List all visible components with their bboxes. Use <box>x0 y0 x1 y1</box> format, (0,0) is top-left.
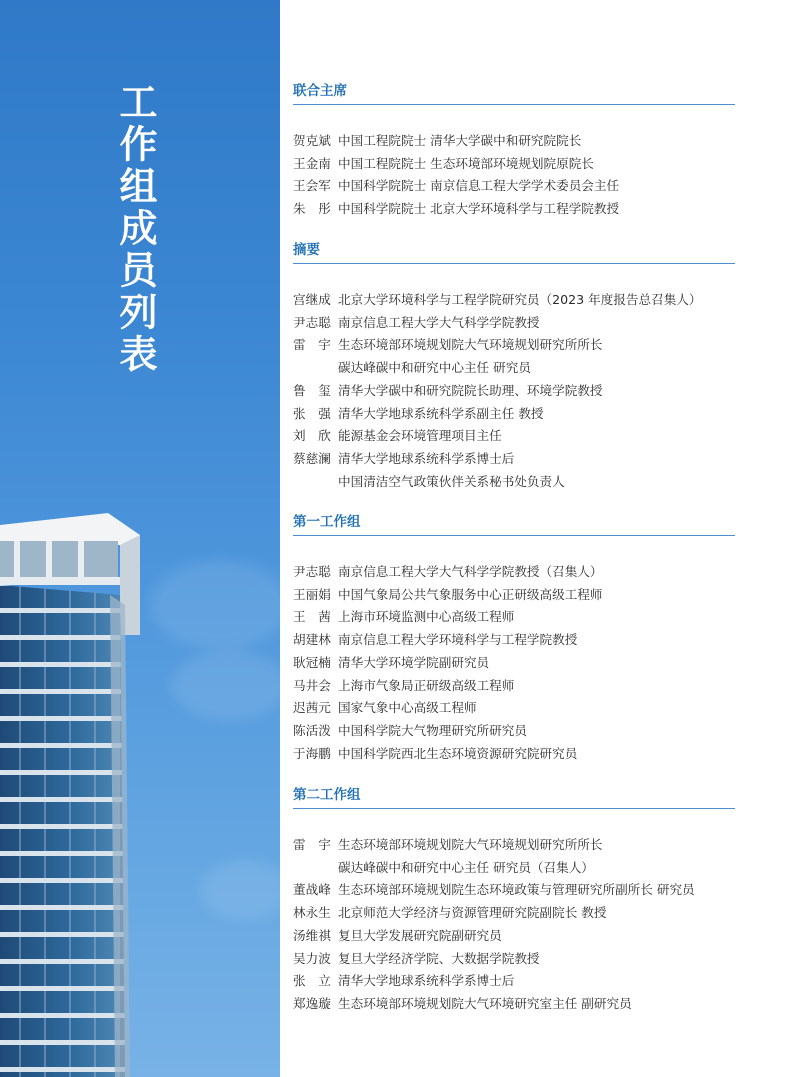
member-affiliation: 中国工程院院士 清华大学碳中和研究院院长 <box>338 133 582 148</box>
section-heading: 第二工作组 <box>293 786 735 809</box>
member-row <box>293 130 735 153</box>
member-row <box>293 175 735 198</box>
member-row <box>293 970 735 993</box>
member-name: 雷 宇 <box>293 837 331 852</box>
section-co-chairs <box>293 82 735 221</box>
member-affiliation: 北京大学环境科学与工程学院研究员（2023 年度报告总召集人） <box>338 292 702 307</box>
member-row <box>293 675 735 698</box>
page-title: 工作组成员列表 <box>113 82 157 376</box>
member-row <box>293 902 735 925</box>
member-affiliation: 能源基金会环境管理项目主任 <box>338 428 502 444</box>
member-row <box>293 403 735 426</box>
member-affiliation: 清华大学地球系统科学系副主任 教授 <box>338 405 544 421</box>
member-name: 马井会 <box>293 677 331 693</box>
member-row-continued <box>293 471 735 494</box>
member-affiliation: 中国科学院大气物理研究所研究员 <box>338 722 527 738</box>
section-working-group-2 <box>293 786 735 1016</box>
cover-image-panel <box>0 0 280 1077</box>
member-row <box>293 697 735 720</box>
member-row <box>293 334 735 357</box>
member-name: 于海鹏 <box>293 745 331 761</box>
building-image <box>0 505 160 1077</box>
member-affiliation: 复旦大学发展研究院副研究员 <box>338 927 502 943</box>
member-row <box>293 720 735 743</box>
member-affiliation: 上海市气象局正研级高级工程师 <box>338 677 515 693</box>
member-row <box>293 312 735 335</box>
member-affiliation: 北京师范大学经济与资源管理研究院副院长 教授 <box>338 905 607 921</box>
member-row <box>293 289 735 312</box>
section-working-group-1 <box>293 513 735 765</box>
member-name: 雷 宇 <box>293 337 331 353</box>
member-name: 张 立 <box>293 973 331 989</box>
member-row-continued <box>293 357 735 380</box>
member-row <box>293 629 735 652</box>
member-name: 耿冠楠 <box>293 654 331 670</box>
member-affiliation: 清华大学地球系统科学系博士后 <box>338 973 515 989</box>
member-row <box>293 652 735 675</box>
member-name: 王丽娟 <box>293 586 331 602</box>
member-row <box>293 380 735 403</box>
member-affiliation: 南京信息工程大学大气科学学院教授 <box>338 314 540 330</box>
member-name: 王会军 <box>293 178 331 194</box>
member-name: 吴力波 <box>293 950 331 966</box>
cloud <box>200 860 280 920</box>
member-affiliation: 上海市环境监测中心高级工程师 <box>338 609 515 625</box>
member-name: 王金南 <box>293 155 331 171</box>
member-row <box>293 425 735 448</box>
member-name: 宫继成 <box>293 292 331 307</box>
member-name: 朱 彤 <box>293 201 331 217</box>
section-heading: 摘要 <box>293 241 735 264</box>
member-row <box>293 948 735 971</box>
member-row <box>293 561 735 584</box>
member-affiliation: 生态环境部环境规划院生态环境政策与管理研究所副所长 研究员 <box>338 882 695 898</box>
member-affiliation: 中国科学院西北生态环境资源研究院研究员 <box>338 745 578 761</box>
member-name: 蔡慈澜 <box>293 450 331 466</box>
member-affiliation: 生态环境部环境规划院大气环境规划研究所所长 <box>338 837 603 852</box>
member-row <box>293 198 735 221</box>
member-affiliation: 生态环境部环境规划院大气环境研究室主任 副研究员 <box>338 995 632 1011</box>
member-name: 张 强 <box>293 405 331 421</box>
member-affiliation: 中国科学院院士 南京信息工程大学学术委员会主任 <box>338 178 620 194</box>
member-affiliation: 南京信息工程大学环境科学与工程学院教授 <box>338 632 578 648</box>
member-affiliation: 国家气象中心高级工程师 <box>338 700 477 716</box>
member-affiliation: 清华大学环境学院副研究员 <box>338 654 490 670</box>
member-affiliation: 中国科学院院士 北京大学环境科学与工程学院教授 <box>338 201 620 217</box>
member-row <box>293 879 735 902</box>
member-affiliation: 生态环境部环境规划院大气环境规划研究所所长 <box>338 337 603 353</box>
member-affiliation: 清华大学地球系统科学系博士后 <box>338 450 515 466</box>
member-name: 胡建林 <box>293 632 331 648</box>
member-name: 贺克斌 <box>293 133 331 148</box>
member-affiliation: 清华大学碳中和研究院院长助理、环境学院教授 <box>338 382 603 398</box>
member-name: 迟茜元 <box>293 700 331 716</box>
member-row <box>293 993 735 1016</box>
member-name: 陈活泼 <box>293 722 331 738</box>
member-affiliation: 中国工程院院士 生态环境部环境规划院原院长 <box>338 155 594 171</box>
member-row <box>293 925 735 948</box>
member-row <box>293 153 735 176</box>
member-row <box>293 606 735 629</box>
member-affiliation: 南京信息工程大学大气科学学院教授（召集人） <box>338 564 603 579</box>
section-summary <box>293 241 735 493</box>
member-affiliation: 中国清洁空气政策伙伴关系秘书处负责人 <box>338 473 565 489</box>
cloud <box>150 560 280 650</box>
member-affiliation: 碳达峰碳中和研究中心主任 研究员 <box>338 360 531 376</box>
section-heading: 联合主席 <box>293 82 735 105</box>
member-name: 尹志聪 <box>293 564 331 579</box>
member-name: 王 茜 <box>293 609 331 625</box>
member-name: 鲁 玺 <box>293 382 331 398</box>
member-row <box>293 448 735 471</box>
member-name: 汤维祺 <box>293 927 331 943</box>
section-heading: 第一工作组 <box>293 513 735 536</box>
member-name: 尹志聪 <box>293 314 331 330</box>
member-affiliation: 复旦大学经济学院、大数据学院教授 <box>338 950 540 966</box>
member-affiliation: 碳达峰碳中和研究中心主任 研究员（召集人） <box>338 859 594 875</box>
member-row <box>293 584 735 607</box>
member-name: 董战峰 <box>293 882 331 898</box>
member-affiliation: 中国气象局公共气象服务中心正研级高级工程师 <box>338 586 603 602</box>
member-row <box>293 743 735 766</box>
member-name: 林永生 <box>293 905 331 921</box>
member-name: 刘 欣 <box>293 428 331 444</box>
member-name: 郑逸璇 <box>293 995 331 1011</box>
member-row-continued <box>293 857 735 880</box>
cloud <box>170 650 280 720</box>
member-row <box>293 834 735 857</box>
